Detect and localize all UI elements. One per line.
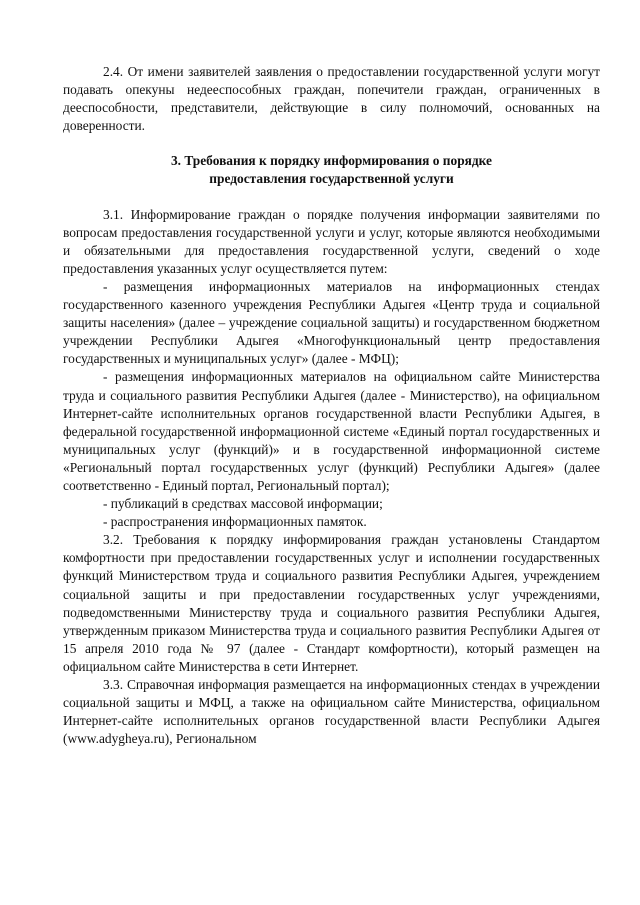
list-item: - размещения информационных материалов на информационных стендах государственного казенного учреждения Республики Адыгея «Центр труда и социальной защиты населения» (далее – учреждение социальной защиты) и государственном бюджетном учреждении Республики Адыгея «Многофункциональный центр предоставления государственных и муниципальных услуг» (далее - МФЦ); — [63, 278, 600, 367]
list-item: - размещения информационных материалов на официальном сайте Министерства труда и социального развития Республики Адыгея (далее - Министерство), на официальном Интернет-сайте исполнительных органов государственной власти Республики Адыгея, в федеральной государственной информационной системе «Единый портал государственных и муниципальных услуг (функций)» и в государственной информационной системе «Региональный портал государственных услуг (функций) Республики Адыгея» (далее соответственно - Единый портал, Региональный портал); — [63, 369, 600, 493]
paragraph-3-2: 3.2. Требования к порядку информирования граждан установлены Стандартом комфортности при предоставлении государственных услуг и исполнении государственных функций Министерством труда и социального развития Республики Адыгея, учреждением социальной защиты и при предоставлении государственных услуг учреждениями, подведомственными Министерству труда и социального развития Республики Адыгея, утвержденным приказом Министерства труда и социального развития Республики Адыгея от 15 апреля 2010 года № 97 (далее - Стандарт комфортности), который размещен на официальном сайте Министерства в сети Интернет. — [63, 532, 600, 674]
section-3-title-line-1: 3. Требования к порядку информирования о порядке — [170, 153, 492, 169]
section-3-title — [63, 152, 600, 188]
section-3-title-line-2: предоставления государственной услуги — [209, 171, 454, 187]
paragraph-3-1: 3.1. Информирование граждан о порядке получения информации заявителями по вопросам предоставления государственной услуги и услуг, которые являются необходимыми и обязательными для предоставления государственной услуги, сведений о ходе предоставления указанных услуг осуществляется путем: — [63, 206, 600, 276]
paragraph-3-3: 3.3. Справочная информация размещается на информационных стендах в учреждении социальной защиты и МФЦ, а также на официальном сайте Министерства, официальном Интернет-сайте исполнительных органов государственной власти Республики Адыгея (www.adygheya.ru), Региональном — [63, 677, 600, 747]
list-item: - распространения информационных памяток. — [103, 514, 367, 530]
list-item: - публикаций в средствах массовой информации; — [103, 496, 383, 512]
paragraph-2-4: 2.4. От имени заявителей заявления о предоставлении государственной услуги могут подавать опекуны недееспособных граждан, попечители граждан, ограниченных в дееспособности, представители, действующие в силу полномочий, основанных на доверенности. — [63, 64, 600, 134]
